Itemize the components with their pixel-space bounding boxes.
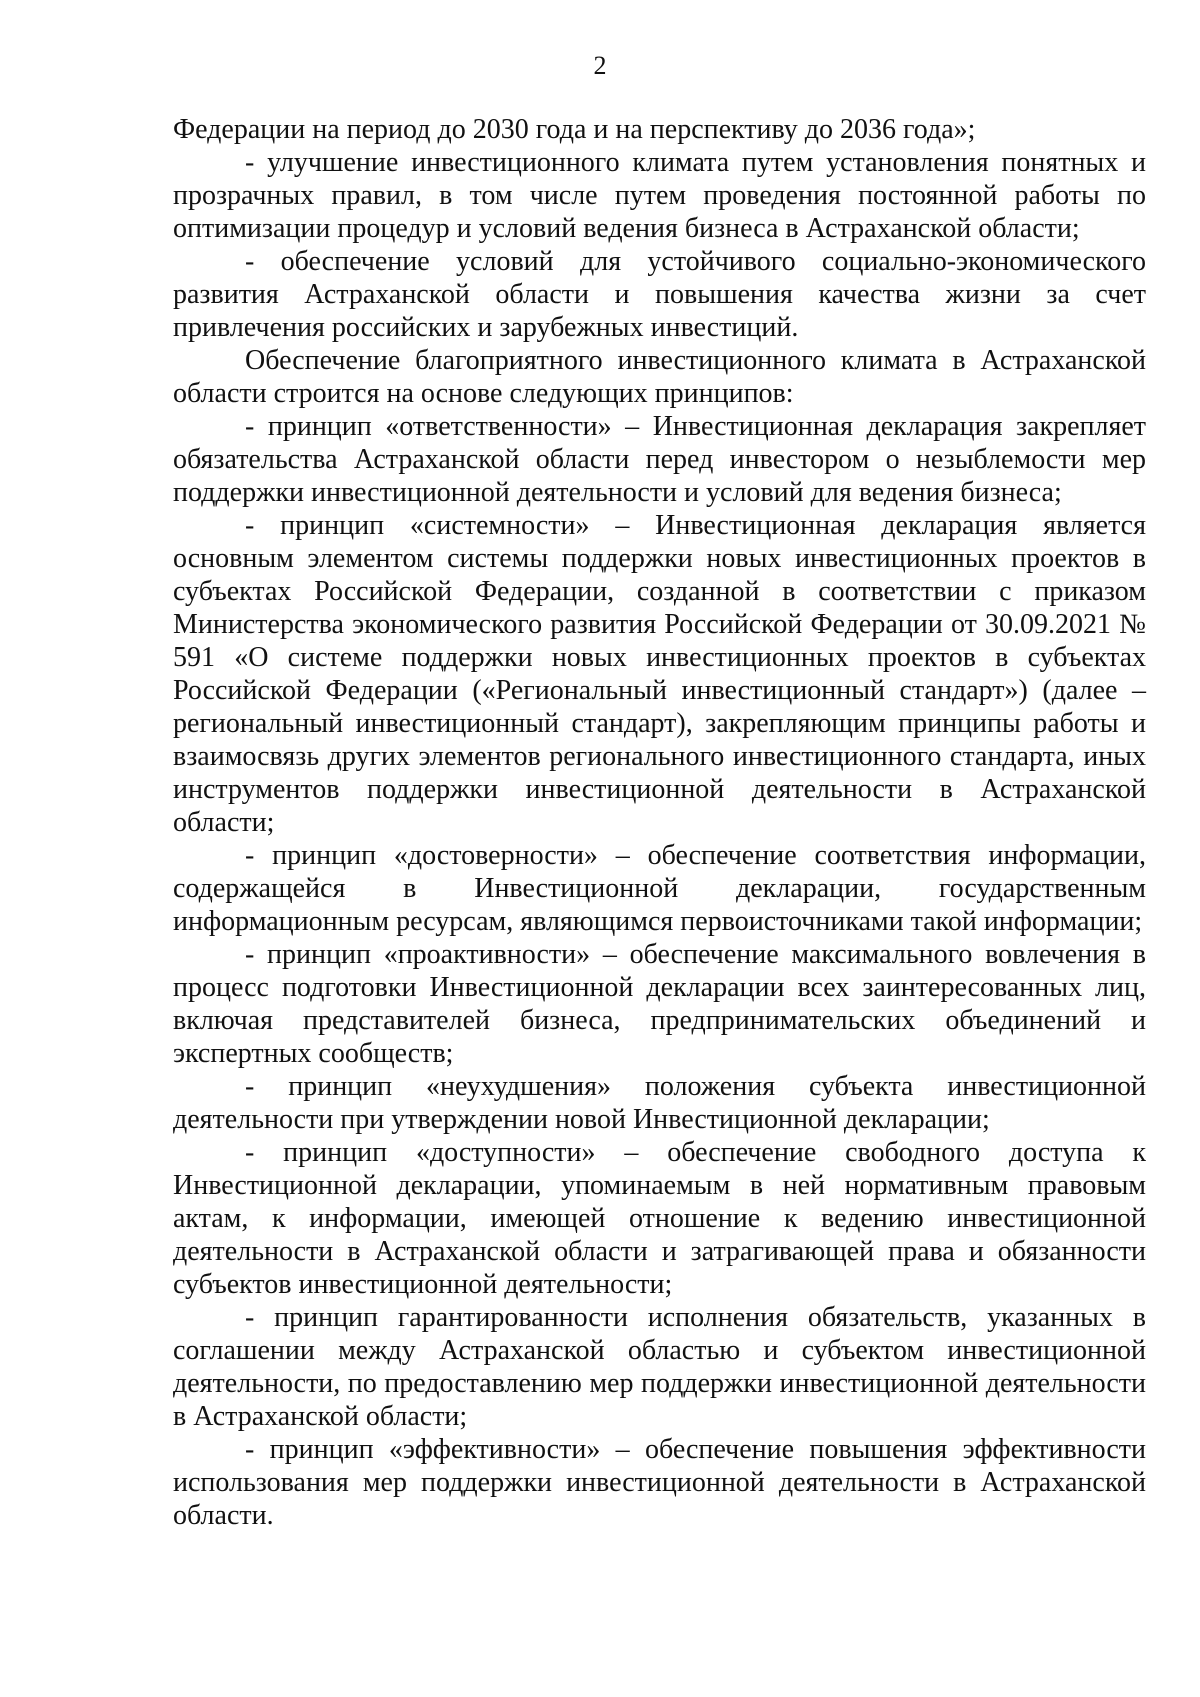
paragraph-principles-intro: Обеспечение благоприятного инвестиционного климата в Астраханской области строится на основе следующих принципов: [173, 345, 1146, 409]
paragraph-continuation: Федерации на период до 2030 года и на перспективу до 2036 года»; [173, 114, 976, 145]
paragraph-development-conditions: - обеспечение условий для устойчивого социально-экономического развития Астраханской области и повышения качества жизни за счет привлечения российских и зарубежных инвестиций. [173, 246, 1146, 343]
paragraph-principle-non-deterioration: - принцип «неухудшения» положения субъекта инвестиционной деятельности при утверждении новой Инвестиционной декларации; [173, 1071, 1146, 1135]
paragraph-principle-reliability: - принцип «достоверности» – обеспечение соответствия информации, содержащейся в Инвестиционной декларации, государственным информационным ресурсам, являющимся первоисточниками такой информации; [173, 840, 1146, 937]
paragraph-investment-climate: - улучшение инвестиционного климата путем установления понятных и прозрачных правил, в том числе путем проведения постоянной работы по оптимизации процедур и условий ведения бизнеса в Астраханской области; [173, 147, 1146, 244]
paragraph-principle-responsibility: - принцип «ответственности» – Инвестиционная декларация закрепляет обязательства Астраханской области перед инвестором о незыблемости мер поддержки инвестиционной деятельности и условий для ведения бизнеса; [173, 411, 1146, 508]
page-number: 2 [593, 51, 607, 80]
paragraph-principle-proactivity: - принцип «проактивности» – обеспечение максимального вовлечения в процесс подготовки Инвестиционной декларации всех заинтересованных лиц, включая представителей бизнеса, предпринимательских объединений и экспертных сообществ; [173, 939, 1146, 1069]
document-body [173, 113, 1146, 1532]
paragraph-principle-system: - принцип «системности» – Инвестиционная декларация является основным элементом системы поддержки новых инвестиционных проектов в субъектах Российской Федерации, созданной в соответствии с приказом Министерства экономического развития Российской Федерации от 30.09.2021 № 591 «О системе поддержки новых инвестиционных проектов в субъектах Российской Федерации («Региональный инвестиционный стандарт») (далее – региональный инвестиционный стандарт), закрепляющим принципы работы и взаимосвязь других элементов регионального инвестиционного стандарта, иных инструментов поддержки инвестиционной деятельности в Астраханской области; [173, 510, 1146, 838]
paragraph-principle-efficiency: - принцип «эффективности» – обеспечение повышения эффективности использования мер поддержки инвестиционной деятельности в Астраханской области. [173, 1434, 1146, 1531]
paragraph-principle-accessibility: - принцип «доступности» – обеспечение свободного доступа к Инвестиционной декларации, упоминаемым в ней нормативным правовым актам, к информации, имеющей отношение к ведению инвестиционной деятельности в Астраханской области и затрагивающей права и обязанности субъектов инвестиционной деятельности; [173, 1137, 1146, 1300]
paragraph-principle-guarantee: - принцип гарантированности исполнения обязательств, указанных в соглашении между Астраханской областью и субъектом инвестиционной деятельности, по предоставлению мер поддержки инвестиционной деятельности в Астраханской области; [173, 1302, 1146, 1432]
